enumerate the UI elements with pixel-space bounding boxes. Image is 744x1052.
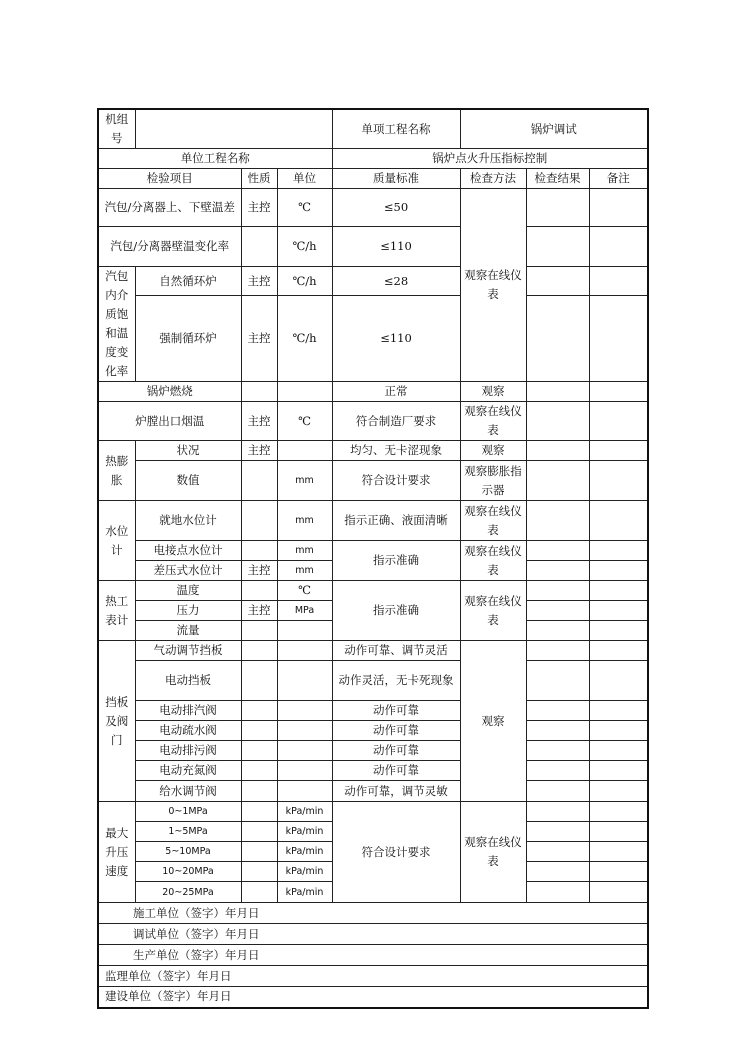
result-cell [526, 382, 589, 402]
nature-cell [241, 741, 277, 761]
nature-cell: 主控 [241, 402, 277, 441]
remark-cell [589, 741, 648, 761]
item-cell: 状况 [135, 441, 241, 461]
nature-cell [241, 882, 277, 903]
item-cell: 炉膛出口烟温 [98, 402, 241, 441]
item-cell: 电动排污阀 [135, 741, 241, 761]
unit-cell [277, 441, 332, 461]
result-cell [526, 441, 589, 461]
remark-cell [589, 781, 648, 802]
group-label: 挡板及阀门 [98, 641, 135, 802]
remark-cell [589, 189, 648, 227]
col-nature: 性质 [241, 169, 277, 189]
group-label: 热膨胀 [98, 441, 135, 501]
table-row [98, 721, 648, 741]
item-cell: 1~5MPa [135, 822, 241, 842]
remark-cell [589, 621, 648, 641]
unit-cell: kPa/min [277, 822, 332, 842]
remark-cell [589, 822, 648, 842]
standard-cell: ≤28 [332, 267, 460, 296]
standard-cell: 动作可靠 [332, 761, 460, 781]
remark-cell [589, 882, 648, 903]
group-label: 热工表计 [98, 581, 135, 641]
remark-cell [589, 761, 648, 781]
col-unit: 单位 [277, 169, 332, 189]
unit-cell: ℃ [277, 402, 332, 441]
table-row [98, 227, 648, 267]
result-cell [526, 882, 589, 903]
remark-cell [589, 862, 648, 882]
table-row [98, 802, 648, 822]
nature-cell: 主控 [241, 441, 277, 461]
unit-cell: mm [277, 461, 332, 501]
unit-cell [277, 741, 332, 761]
method-cell: 观察 [460, 641, 526, 802]
item-name-label: 单项工程名称 [332, 109, 460, 149]
result-cell [526, 461, 589, 501]
unit-project-label: 单位工程名称 [98, 149, 332, 169]
result-cell [526, 601, 589, 621]
item-name-value: 锅炉调试 [460, 109, 648, 149]
item-cell: 电接点水位计 [135, 541, 241, 561]
standard-cell: 指示正确、液面清晰 [332, 501, 460, 541]
item-cell: 压力 [135, 601, 241, 621]
table-row [98, 781, 648, 802]
result-cell [526, 781, 589, 802]
result-cell [526, 721, 589, 741]
result-cell [526, 189, 589, 227]
method-cell: 观察在线仪表 [460, 501, 526, 541]
group-label: 水位计 [98, 501, 135, 581]
signature-construction: 施工单位（签字）年月日 [98, 903, 648, 924]
unit-cell: mm [277, 501, 332, 541]
signature-owner: 建设单位（签字）年月日 [98, 987, 648, 1008]
table-row [98, 189, 648, 227]
item-cell: 气动调节挡板 [135, 641, 241, 661]
item-cell: 温度 [135, 581, 241, 601]
signature-supervision: 监理单位（签字）年月日 [98, 966, 648, 987]
item-cell: 流量 [135, 621, 241, 641]
nature-cell: 主控 [241, 561, 277, 581]
unit-cell [277, 761, 332, 781]
nature-cell: 主控 [241, 601, 277, 621]
standard-cell: 正常 [332, 382, 460, 402]
remark-cell [589, 402, 648, 441]
nature-cell [241, 541, 277, 561]
remark-cell [589, 441, 648, 461]
unit-cell: ℃ [277, 189, 332, 227]
result-cell [526, 296, 589, 382]
method-cell: 观察在线仪表 [460, 802, 526, 903]
col-remark: 备注 [589, 169, 648, 189]
result-cell [526, 541, 589, 561]
group-label: 汽包内介质饱和温度变化率 [98, 267, 135, 382]
nature-cell [241, 641, 277, 661]
result-cell [526, 741, 589, 761]
unit-cell [277, 781, 332, 802]
table-row [98, 541, 648, 561]
item-cell: 自然循环炉 [135, 267, 241, 296]
unit-project-value: 锅炉点火升压指标控制 [332, 149, 648, 169]
table-row [98, 581, 648, 601]
unit-cell: kPa/min [277, 862, 332, 882]
remark-cell [589, 382, 648, 402]
nature-cell [241, 581, 277, 601]
remark-cell [589, 267, 648, 296]
unit-cell: ℃/h [277, 227, 332, 267]
standard-cell: 动作灵活，无卡死现象 [332, 661, 460, 701]
unit-cell [277, 701, 332, 721]
nature-cell [241, 661, 277, 701]
col-item: 检验项目 [98, 169, 241, 189]
table-row [98, 441, 648, 461]
inspection-table [97, 108, 649, 1009]
result-cell [526, 227, 589, 267]
standard-cell: 符合设计要求 [332, 461, 460, 501]
item-cell: 强制循环炉 [135, 296, 241, 382]
table-row [98, 741, 648, 761]
col-method: 检查方法 [460, 169, 526, 189]
remark-cell [589, 541, 648, 561]
item-cell: 20~25MPa [135, 882, 241, 903]
result-cell [526, 661, 589, 701]
table-row [98, 461, 648, 501]
table-row [98, 701, 648, 721]
item-cell: 5~10MPa [135, 842, 241, 862]
nature-cell [241, 382, 277, 402]
nature-cell [241, 461, 277, 501]
unit-cell: ℃ [277, 581, 332, 601]
method-cell: 观察 [460, 441, 526, 461]
result-cell [526, 842, 589, 862]
nature-cell: 主控 [241, 189, 277, 227]
result-cell [526, 822, 589, 842]
result-cell [526, 402, 589, 441]
standard-cell: 动作可靠、调节灵活 [332, 641, 460, 661]
item-cell: 锅炉燃烧 [98, 382, 241, 402]
standard-cell: 指示准确 [332, 541, 460, 581]
remark-cell [589, 721, 648, 741]
unit-cell: ℃/h [277, 296, 332, 382]
item-cell: 汽包/分离器上、下壁温差 [98, 189, 241, 227]
item-cell: 10~20MPa [135, 862, 241, 882]
remark-cell [589, 561, 648, 581]
standard-cell: 均匀、无卡涩现象 [332, 441, 460, 461]
unit-cell [277, 661, 332, 701]
standard-cell: 指示准确 [332, 581, 460, 641]
result-cell [526, 561, 589, 581]
nature-cell [241, 701, 277, 721]
nature-cell [241, 842, 277, 862]
unit-no-label: 机组号 [98, 109, 135, 149]
result-cell [526, 701, 589, 721]
table-row [98, 501, 648, 541]
nature-cell: 主控 [241, 267, 277, 296]
standard-cell: ≤110 [332, 227, 460, 267]
method-cell: 观察 [460, 382, 526, 402]
unit-cell: kPa/min [277, 802, 332, 822]
signature-production: 生产单位（签字）年月日 [98, 945, 648, 966]
remark-cell [589, 661, 648, 701]
result-cell [526, 802, 589, 822]
table-row [98, 267, 648, 296]
table-row [98, 641, 648, 661]
unit-cell: MPa [277, 601, 332, 621]
table-row [98, 296, 648, 382]
standard-cell: ≤50 [332, 189, 460, 227]
item-cell: 0~1MPa [135, 802, 241, 822]
nature-cell [241, 862, 277, 882]
table-row [98, 402, 648, 441]
col-standard: 质量标准 [332, 169, 460, 189]
standard-cell: 符合设计要求 [332, 802, 460, 903]
remark-cell [589, 601, 648, 621]
result-cell [526, 862, 589, 882]
remark-cell [589, 227, 648, 267]
nature-cell [241, 822, 277, 842]
unit-cell: ℃/h [277, 267, 332, 296]
result-cell [526, 641, 589, 661]
remark-cell [589, 501, 648, 541]
result-cell [526, 761, 589, 781]
col-result: 检查结果 [526, 169, 589, 189]
unit-cell [277, 621, 332, 641]
method-cell: 观察在线仪表 [460, 402, 526, 441]
unit-cell [277, 641, 332, 661]
result-cell [526, 501, 589, 541]
remark-cell [589, 461, 648, 501]
nature-cell [241, 721, 277, 741]
item-cell: 电动疏水阀 [135, 721, 241, 741]
item-cell: 就地水位计 [135, 501, 241, 541]
result-cell [526, 267, 589, 296]
standard-cell: ≤110 [332, 296, 460, 382]
standard-cell: 动作可靠 [332, 741, 460, 761]
result-cell [526, 621, 589, 641]
standard-cell: 动作可靠 [332, 701, 460, 721]
standard-cell: 符合制造厂要求 [332, 402, 460, 441]
remark-cell [589, 581, 648, 601]
item-cell: 电动挡板 [135, 661, 241, 701]
table-row [98, 761, 648, 781]
unit-cell: kPa/min [277, 882, 332, 903]
standard-cell: 动作可靠 [332, 721, 460, 741]
standard-cell: 动作可靠，调节灵敏 [332, 781, 460, 802]
method-cell: 观察膨胀指示器 [460, 461, 526, 501]
remark-cell [589, 842, 648, 862]
item-cell: 电动充氮阀 [135, 761, 241, 781]
unit-no-value [135, 109, 332, 149]
signature-commissioning: 调试单位（签字）年月日 [98, 924, 648, 945]
remark-cell [589, 641, 648, 661]
remark-cell [589, 701, 648, 721]
item-cell: 数值 [135, 461, 241, 501]
nature-cell [241, 501, 277, 541]
method-cell: 观察在线仪表 [460, 581, 526, 641]
item-cell: 汽包/分离器壁温变化率 [98, 227, 241, 267]
remark-cell [589, 802, 648, 822]
unit-cell: mm [277, 541, 332, 561]
unit-cell [277, 721, 332, 741]
nature-cell [241, 781, 277, 802]
table-row [98, 382, 648, 402]
method-cell: 观察在线仪表 [460, 541, 526, 581]
unit-cell [277, 382, 332, 402]
item-cell: 电动排汽阀 [135, 701, 241, 721]
nature-cell: 主控 [241, 296, 277, 382]
method-cell: 观察在线仪表 [460, 189, 526, 382]
nature-cell [241, 761, 277, 781]
nature-cell [241, 227, 277, 267]
remark-cell [589, 296, 648, 382]
unit-cell: kPa/min [277, 842, 332, 862]
unit-cell: mm [277, 561, 332, 581]
group-label: 最大升压速度 [98, 802, 135, 903]
nature-cell [241, 802, 277, 822]
result-cell [526, 581, 589, 601]
table-row [98, 661, 648, 701]
item-cell: 给水调节阀 [135, 781, 241, 802]
nature-cell [241, 621, 277, 641]
item-cell: 差压式水位计 [135, 561, 241, 581]
